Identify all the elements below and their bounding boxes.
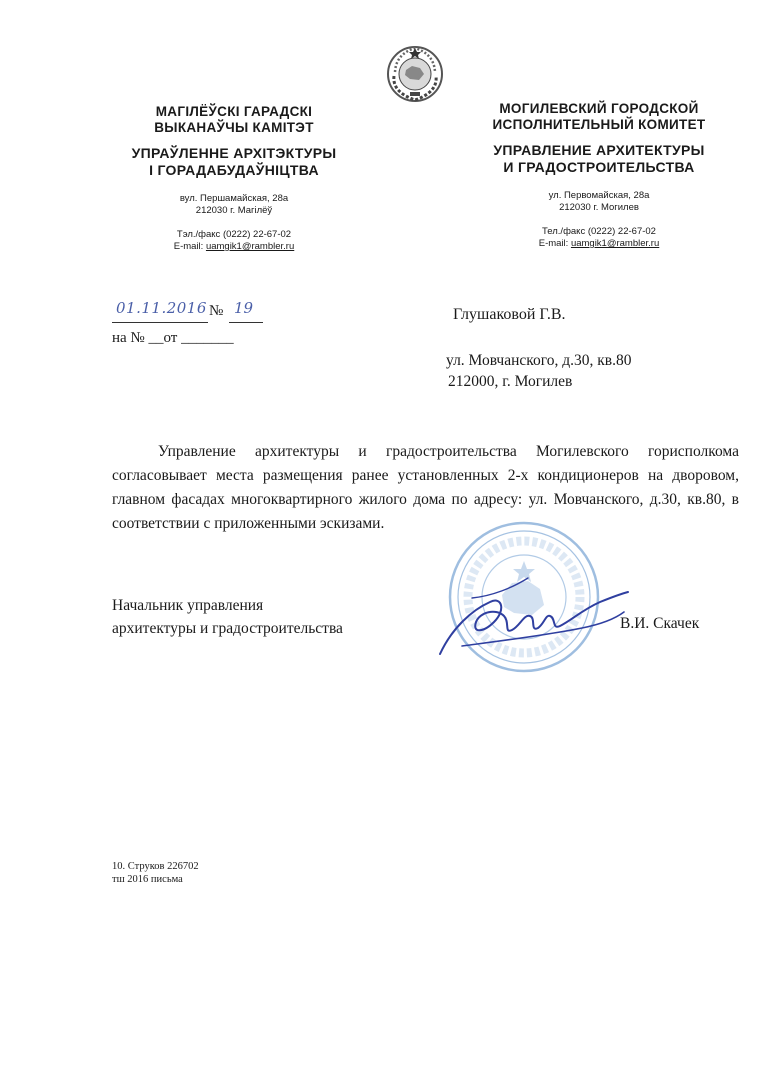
dept-name-by: УПРАЎЛЕННЕ АРХІТЭКТУРЫ І ГОРАДАБУДАЎНІЦТВА: [131, 145, 337, 178]
reference-line: на № __от _______: [112, 330, 234, 346]
header-belarusian: [84, 104, 384, 253]
org-name-ru: МОГИЛЕВСКИЙ ГОРОДСКОЙ ИСПОЛНИТЕЛЬНЫЙ КОМИТЕТ: [492, 101, 706, 132]
dept-name-ru: УПРАВЛЕНИЕ АРХИТЕКТУРЫ И ГРАДОСТРОИТЕЛЬСТВА: [493, 142, 705, 175]
letter-body: Управление архитектуры и градостроительства Могилевского горисполкома согласовывает места размещения ранее установленных 2-х кондиционеров на дворовом, главном фасадах многоквартирного жилого дома по адресу: ул. Мовчанского, д.30, кв.80, в соответствии с приложенными эскизами.: [112, 443, 739, 532]
org-name-by: МАГІЛЁЎСКІ ГАРАДСКІ ВЫКАНАЎЧЫ КАМІТЭТ: [154, 104, 314, 135]
header-russian: [449, 101, 749, 250]
recipient-city: 212000, г. Могилев: [448, 373, 573, 390]
recipient-street: ул. Мовчанского, д.30, кв.80: [446, 352, 632, 369]
footnote-line-1: 10. Струков 226702: [112, 861, 199, 872]
email-link-by[interactable]: uamgik1@rambler.ru: [205, 241, 295, 252]
footnote: [112, 860, 199, 886]
signatory-name: В.И. Скачек: [620, 615, 700, 632]
address-by: вул. Першамайская, 28а 212030 г. Магілёў: [179, 193, 289, 216]
recipient-name: Глушаковой Г.В.: [453, 306, 566, 323]
contacts-by: Тэл./факс (0222) 22-67-02 E-mail: uamgik1@rambler.ru: [173, 229, 295, 252]
signatory-title: Начальник управления архитектуры и градостроительства: [112, 597, 343, 637]
number-sign: №: [209, 303, 224, 319]
email-link-ru[interactable]: uamgik1@rambler.ru: [570, 238, 660, 249]
footnote-line-2: тш 2016 письма: [112, 874, 183, 885]
state-emblem-icon: [386, 44, 444, 104]
outgoing-date: 01.11.2016: [116, 299, 207, 317]
recipient-address: [446, 350, 631, 392]
outgoing-date-number: [112, 299, 272, 324]
contacts-ru: Тел./факс (0222) 22-67-02 E-mail: uamgik1@rambler.ru: [538, 226, 660, 249]
handwritten-signature-icon: [432, 558, 632, 668]
address-ru: ул. Первомайская, 28а 212030 г. Могилев: [548, 190, 650, 213]
outgoing-number: 19: [234, 299, 254, 317]
